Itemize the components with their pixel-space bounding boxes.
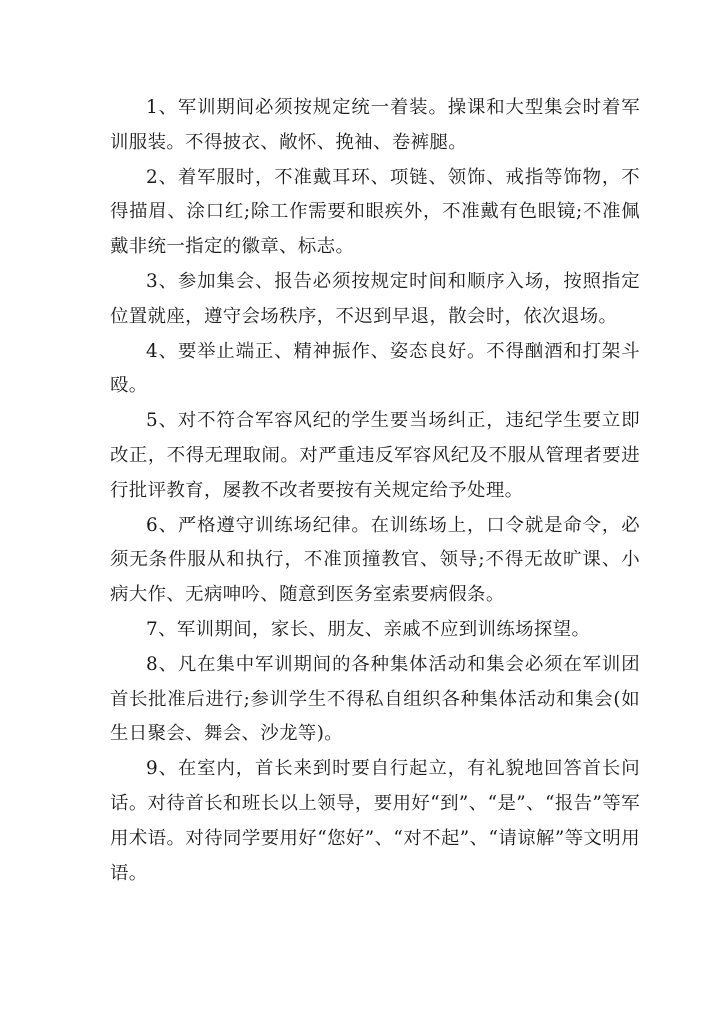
paragraph-8: 8、凡在集中军训期间的各种集体活动和集会必须在军训团首长批准后进行;参训学生不得私自组织各种集体活动和集会(如生日聚会、舞会、沙龙等)。 xyxy=(110,653,640,745)
paragraph-3: 3、参加集会、报告必须按规定时间和顺序入场，按照指定位置就座，遵守会场秩序，不迟到早退，散会时，依次退场。 xyxy=(110,270,640,327)
paragraph-4: 4、要举止端正、精神振作、姿态良好。不得酗酒和打架斗殴。 xyxy=(110,340,640,397)
paragraph-1: 1、军训期间必须按规定统一着装。操课和大型集会时着军训服装。不得披衣、敞怀、挽袖、卷裤腿。 xyxy=(110,97,640,153)
paragraph-7: 7、军训期间，家长、朋友、亲戚不应到训练场探望。 xyxy=(146,618,591,640)
paragraph-6: 6、严格遵守训练场纪律。在训练场上，口令就是命令，必须无条件服从和执行，不准顶撞教官、领导;不得无故旷课、小病大作、无病呻吟、随意到医务室索要病假条。 xyxy=(110,514,640,606)
paragraph-2: 2、着军服时，不准戴耳环、项链、领饰、戒指等饰物，不得描眉、涂口红;除工作需要和眼疾外，不准戴有色眼镜;不准佩戴非统一指定的徽章、标志。 xyxy=(110,166,640,258)
paragraph-5: 5、对不符合军容风纪的学生要当场纠正，违纪学生要立即改正，不得无理取闹。对严重违反军容风纪及不服从管理者要进行批评教育，屡教不改者要按有关规定给予处理。 xyxy=(110,410,640,501)
document-body xyxy=(110,91,640,891)
paragraph-9: 9、在室内，首长来到时要自行起立，有礼貌地回答首长问话。对待首长和班长以上领导，要用好“到”、“是”、“报告”等军用术语。对待同学要用好“您好”、“对不起”、“请谅解”等文明用语。 xyxy=(110,758,640,884)
